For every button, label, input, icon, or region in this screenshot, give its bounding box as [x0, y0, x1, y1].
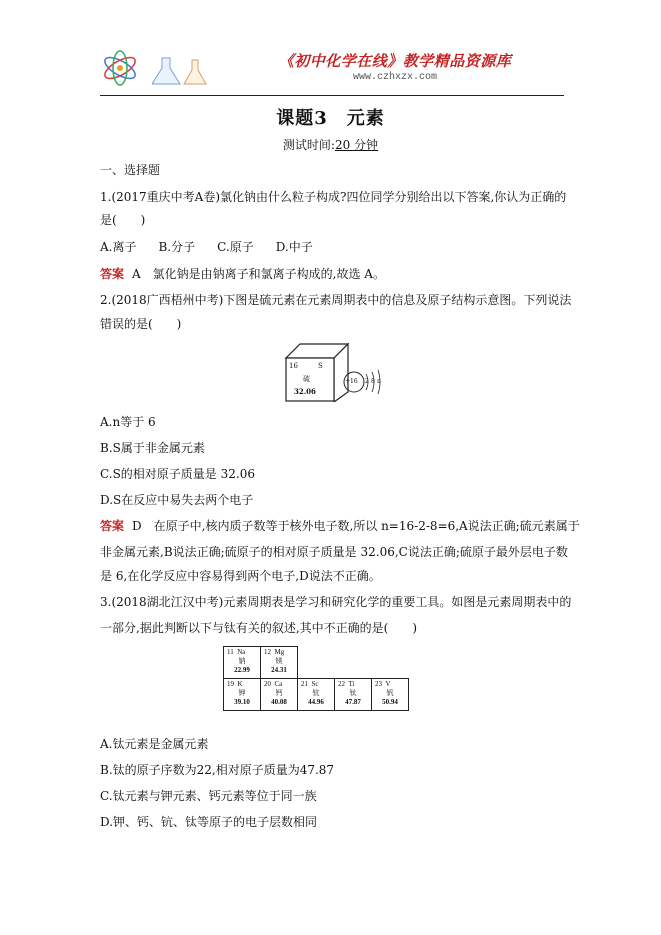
element-num-sym: 21 Sc [301, 680, 319, 688]
element-mass: 24.31 [271, 666, 287, 674]
sulfur-number: 16 [289, 362, 298, 370]
q2-answer-line2: 非金属元素,B说法正确;硫原子的相对原子质量是 32.06,C说法正确;硫原子最外层电子数 [100, 545, 568, 559]
element-cell-na [224, 647, 261, 679]
q1-answer [100, 266, 385, 282]
sulfur-shell-3: n [377, 378, 381, 385]
q3-option-d: D.钾、钙、钪、钛等原子的电子层数相同 [100, 815, 318, 829]
element-cell-ca [261, 679, 298, 711]
test-time [0, 136, 661, 153]
element-name: 镁 [275, 657, 283, 665]
q2-option-c: C.S的相对原子质量是 32.06 [100, 467, 255, 481]
q3-text-line1: 3.(2018湖北江汉中考)元素周期表是学习和研究化学的重要工具。如图是元素周期表中的 [100, 595, 572, 609]
q2-answer-line3: 是 6,在化学反应中容易得到两个电子,D说法不正确。 [100, 569, 381, 583]
element-mass: 39.10 [234, 698, 250, 706]
q3-text-line2: 一部分,据此判断以下与钛有关的叙述,其中不正确的是( ) [100, 621, 417, 635]
element-mass: 44.96 [308, 698, 324, 706]
element-num-sym: 20 Ca [264, 680, 283, 688]
element-name: 钪 [312, 689, 320, 697]
element-cell-mg [261, 647, 298, 679]
element-mass: 22.99 [234, 666, 250, 674]
element-name: 钒 [386, 689, 394, 697]
header-divider [100, 95, 564, 96]
q1-options [100, 239, 335, 255]
element-cell-sc [298, 679, 335, 711]
q1-option-a: A.离子 [100, 240, 137, 254]
page-title: 课题3 元素 [276, 108, 385, 129]
element-num-sym: 23 V [375, 680, 391, 688]
q3-option-c: C.钛元素与钾元素、钙元素等位于同一族 [100, 789, 317, 803]
sulfur-name: 硫 [303, 375, 310, 383]
q1-answer-text: A 氯化钠是由钠离子和氯离子构成的,故选 A。 [132, 267, 385, 281]
element-mass: 50.94 [382, 698, 398, 706]
flask-decoration-icon [152, 54, 222, 88]
test-time-label: 测试时间: [282, 138, 335, 152]
element-num-sym: 22 Ti [338, 680, 355, 688]
sulfur-symbol: S [318, 362, 323, 370]
atom-logo-icon [100, 44, 140, 92]
element-num-sym: 12 Mg [264, 648, 285, 656]
sulfur-figure [284, 340, 384, 402]
header-banner [100, 44, 564, 94]
q2-text-line1: 2.(2018广西梧州中考)下图是硫元素在元素周期表中的信息及原子结构示意图。下列说法 [100, 293, 572, 307]
q1-option-b: B.分子 [158, 240, 196, 254]
element-cell-k [224, 679, 261, 711]
q1-option-c: C.原子 [217, 240, 254, 254]
section-heading: 一、选择题 [100, 163, 161, 177]
element-cell-ti [335, 679, 372, 711]
sulfur-shell-1: 2 [365, 378, 369, 385]
sulfur-mass: 32.06 [294, 387, 316, 396]
banner-url: www.czhxzx.com [352, 72, 437, 83]
element-name: 钛 [349, 689, 357, 697]
periodic-table-fragment [223, 646, 409, 711]
q3-option-a: A.钛元素是金属元素 [100, 737, 209, 751]
q3-option-b: B.钛的原子序数为22,相对原子质量为47.87 [100, 763, 335, 777]
q2-option-d: D.S在反应中易失去两个电子 [100, 493, 254, 507]
q2-option-b: B.S属于非金属元素 [100, 441, 205, 455]
q1-answer-label: 答案 [100, 267, 125, 281]
element-name: 钙 [275, 689, 283, 697]
q1-option-d: D.中子 [275, 240, 313, 254]
q2-answer-text-1: D 在原子中,核内质子数等于核外电子数,所以 n=16-2-8=6,A说法正确;硫元素属于 [132, 519, 580, 533]
element-num-sym: 11 Na [227, 648, 246, 656]
q2-option-a: A.n等于 6 [100, 415, 156, 429]
sulfur-shell-2: 8 [371, 378, 375, 385]
banner-title: 《初中化学在线》教学精品资源库 [278, 52, 512, 70]
element-mass: 40.08 [271, 698, 287, 706]
test-time-value: 20 分钟 [334, 138, 379, 152]
element-name: 钾 [238, 689, 246, 697]
element-mass: 47.87 [345, 698, 361, 706]
q2-answer-line1 [100, 518, 580, 534]
element-num-sym: 19 K [227, 680, 243, 688]
q1-text-line2: 是( ) [100, 213, 146, 227]
q2-answer-label: 答案 [100, 519, 125, 533]
q2-text-line2: 错误的是( ) [100, 317, 182, 331]
sulfur-nucleus: +16 [345, 378, 358, 385]
element-cell-v [372, 679, 409, 711]
element-name: 钠 [238, 657, 246, 665]
q1-text-line1: 1.(2017重庆中考A卷)氯化钠由什么粒子构成?四位同学分别给出以下答案,你认为正确的 [100, 190, 567, 204]
